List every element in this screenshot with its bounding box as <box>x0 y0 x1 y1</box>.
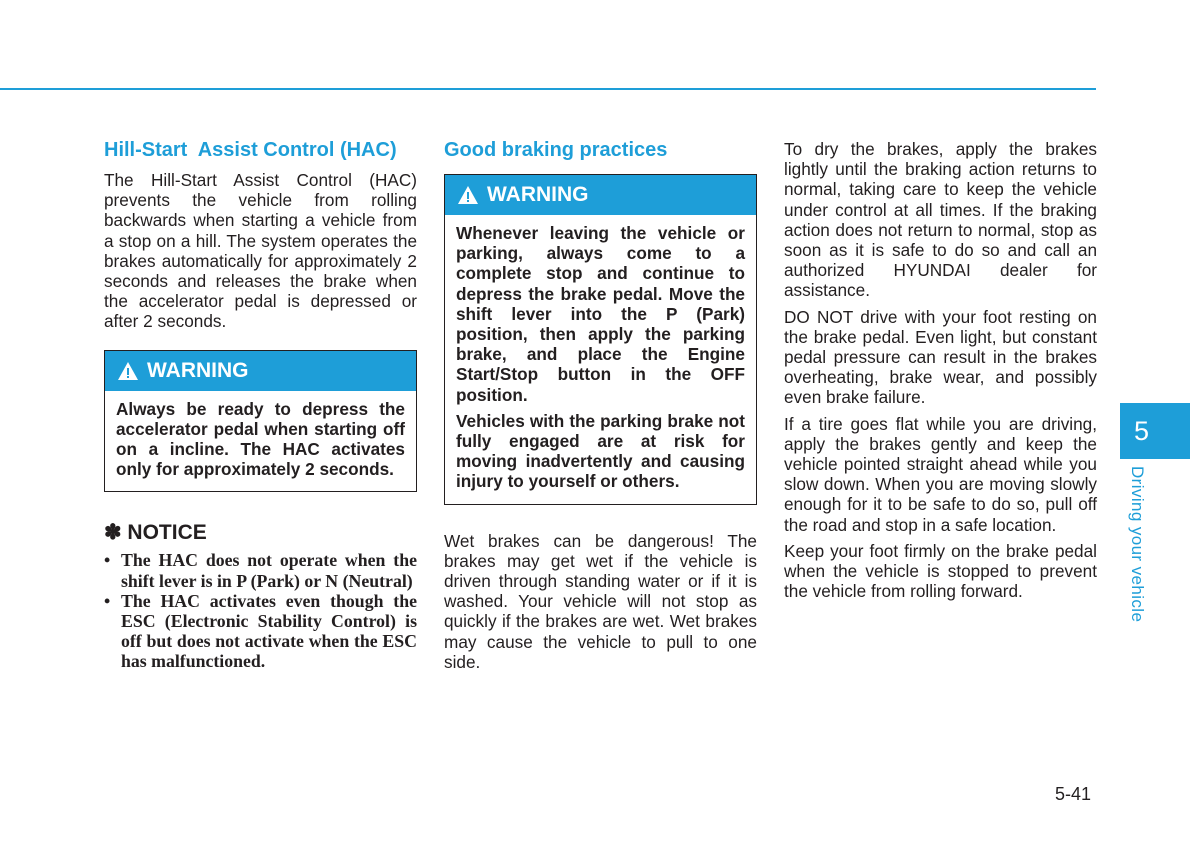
hac-warning-label: WARNING <box>147 358 249 382</box>
tip-paragraph: To dry the brakes, apply the brakes lightly until the braking action returns to normal, taking care to keep the vehicle under control at all times. If the braking action does not return to normal, stop as soon as it is safe to do so and call an authorized HYUNDAI dealer for assistance. <box>784 139 1097 301</box>
braking-warning-text: Whenever leaving the vehicle or parking, always come to a complete stop and continue to depress the brake pedal. Move the shift lever into the P (Park) position, then apply the parking brake, and place the Engine Start/Stop button in the OFF position. <box>456 223 745 405</box>
braking-warning-label: WARNING <box>487 183 589 206</box>
page-number: 5-41 <box>1055 784 1092 804</box>
tip-paragraph: Keep your foot firmly on the brake pedal when the vehicle is stopped to prevent the vehicle from rolling forward. <box>784 540 1097 602</box>
column-braking <box>444 136 757 678</box>
notice-item: • The HAC activates even though the ESC (Electronic Stability Control) is off but does not activate when the ESC has malfunctioned. <box>104 591 417 672</box>
column-hac <box>104 136 417 672</box>
tip-paragraph: If a tire goes flat while you are driving, apply the brakes gently and keep the vehicle pointed straight ahead while you slow down. When you are moving slowly enough for it to be safe to do so, pull off the road and stop in a safe location. <box>784 413 1097 535</box>
notice-item: • The HAC does not operate when the shift lever is in P (Park) or N (Neutral) <box>104 550 417 590</box>
warning-triangle-icon <box>117 361 139 381</box>
hac-description: The Hill-Start Assist Control (HAC) prevents the vehicle from rolling backwards when starting a vehicle from a stop on a hill. The system operates the brakes automatically for approximately 2 seconds and releases the brake when the accelerator pedal is depressed or after 2 seconds. <box>104 170 417 332</box>
braking-heading: Good braking practices <box>444 139 668 161</box>
hac-warning-text: Always be ready to depress the accelerator pedal when starting off on a incline. The HAC activates only for approximately 2 seconds. <box>116 398 405 480</box>
header-rule <box>0 88 1096 90</box>
chapter-tab: 5 <box>1120 403 1190 459</box>
hac-warning-body <box>105 391 416 492</box>
braking-warning-text: Vehicles with the parking brake not fully engaged are at risk for moving inadvertently and causing injury to yourself or others. <box>456 410 745 492</box>
wet-brakes-text: Wet brakes can be dangerous! The brakes may get wet if the vehicle is driven through standing water or if it is washed. Your vehicle will not stop as quickly if the brakes are wet. Wet brakes may cause the vehicle to pull to one side. <box>444 530 757 672</box>
hac-heading: Hill-Start Assist Control (HAC) <box>104 139 397 161</box>
hac-warning-box <box>104 350 417 493</box>
braking-warning-box <box>444 174 757 505</box>
chapter-title: Driving your vehicle <box>1128 466 1147 623</box>
notice-list <box>104 550 417 671</box>
notice-title: ✽ NOTICE <box>104 521 207 545</box>
warning-triangle-icon <box>457 185 479 205</box>
braking-warning-header <box>445 175 756 215</box>
column-tips <box>784 139 1097 607</box>
braking-warning-body <box>445 215 756 504</box>
hac-warning-header <box>105 351 416 391</box>
tip-paragraph: DO NOT drive with your foot resting on the brake pedal. Even light, but constant pedal pressure can result in the brakes overheating, brake wear, and possibly even brake failure. <box>784 306 1097 408</box>
